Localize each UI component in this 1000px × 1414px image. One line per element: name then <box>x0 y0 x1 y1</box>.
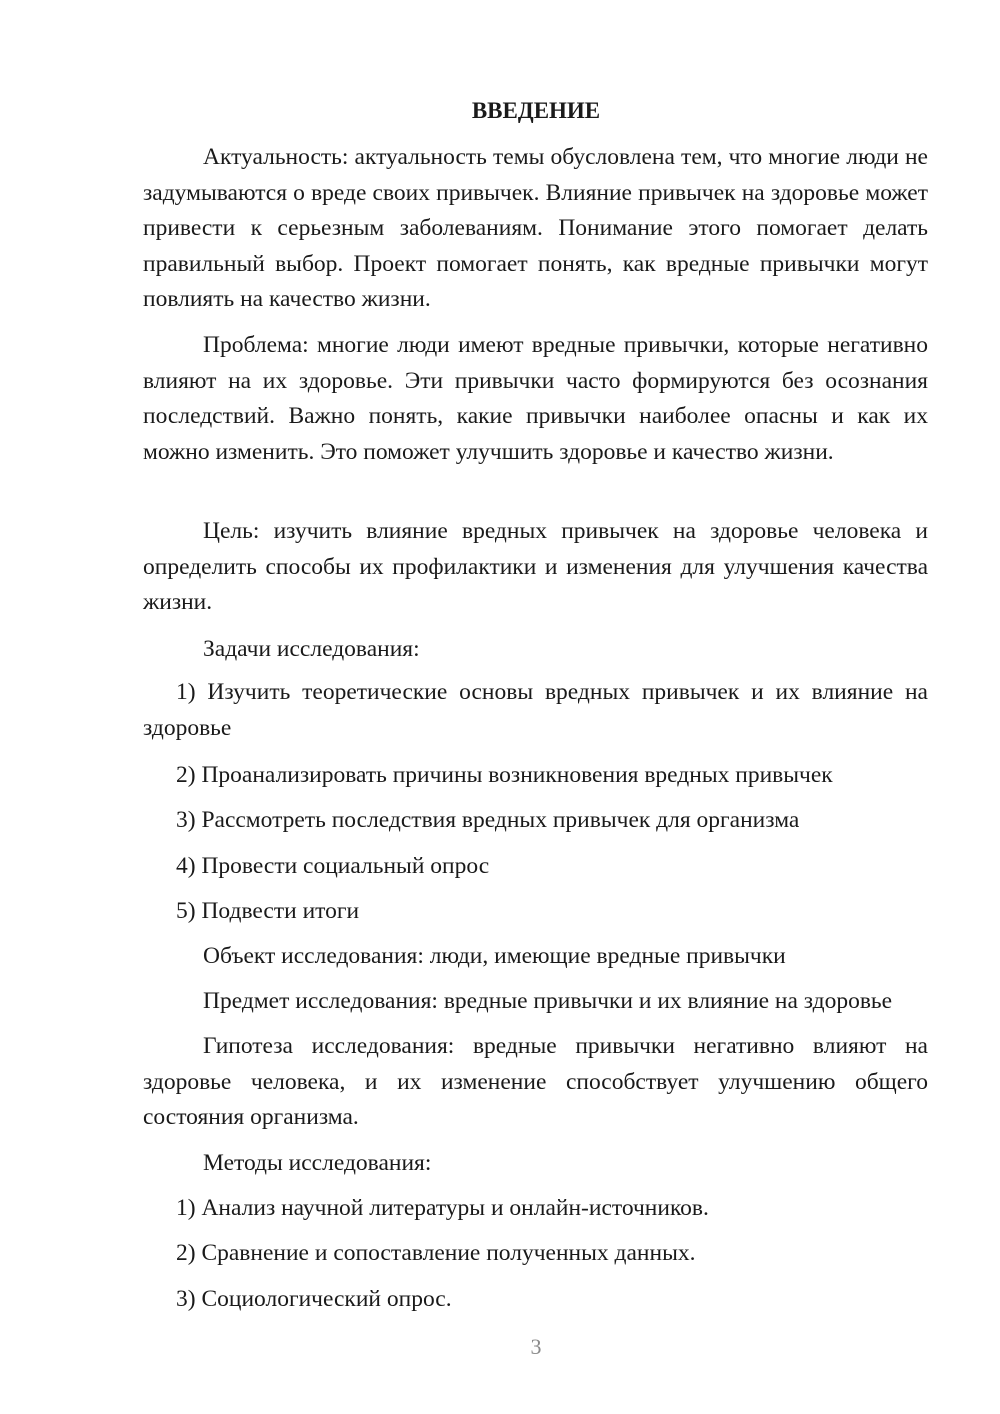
relevance-paragraph: Актуальность: актуальность темы обусловлена тем, что многие люди не задумываются о вреде своих привычек. Влияние привычек на здоровье может привести к серьезным заболеваниям. Понимание этого помогает делать правильный выбор. Проект помогает понять, как вредные привычки могут повлиять на качество жизни. <box>143 144 928 313</box>
task-item: 5) Подвести итоги <box>176 898 360 924</box>
subject-line: Предмет исследования: вредные привычки и их влияние на здоровье <box>203 988 893 1014</box>
object-line: Объект исследования: люди, имеющие вредные привычки <box>203 943 786 969</box>
tasks-heading: Задачи исследования: <box>203 636 420 662</box>
method-item: 3) Социологический опрос. <box>176 1286 452 1312</box>
method-item: 1) Анализ научной литературы и онлайн-источников. <box>176 1195 709 1221</box>
task-item: 3) Рассмотреть последствия вредных привычек для организма <box>176 807 800 833</box>
hypothesis-paragraph: Гипотеза исследования: вредные привычки негативно влияют на здоровье человека, и их изменение способствует улучшению общего состояния организма. <box>143 1033 928 1131</box>
problem-paragraph: Проблема: многие люди имеют вредные привычки, которые негативно влияют на их здоровье. Эти привычки часто формируются без осознания последствий. Важно понять, какие привычки наиболее опасны и как их можно изменить. Это поможет улучшить здоровье и качество жизни. <box>143 332 928 465</box>
method-item: 2) Сравнение и сопоставление полученных данных. <box>176 1240 696 1266</box>
goal-paragraph: Цель: изучить влияние вредных привычек на здоровье человека и определить способы их профилактики и изменения для улучшения качества жизни. <box>143 518 928 616</box>
task-item: 4) Провести социальный опрос <box>176 853 490 879</box>
page-title: ВВЕДЕНИЕ <box>471 98 601 123</box>
page-number: 3 <box>530 1334 542 1359</box>
methods-heading: Методы исследования: <box>203 1150 432 1176</box>
task-item: 2) Проанализировать причины возникновения вредных привычек <box>176 762 833 788</box>
task-item: 1) Изучить теоретические основы вредных привычек и их влияние на здоровье <box>143 679 928 741</box>
